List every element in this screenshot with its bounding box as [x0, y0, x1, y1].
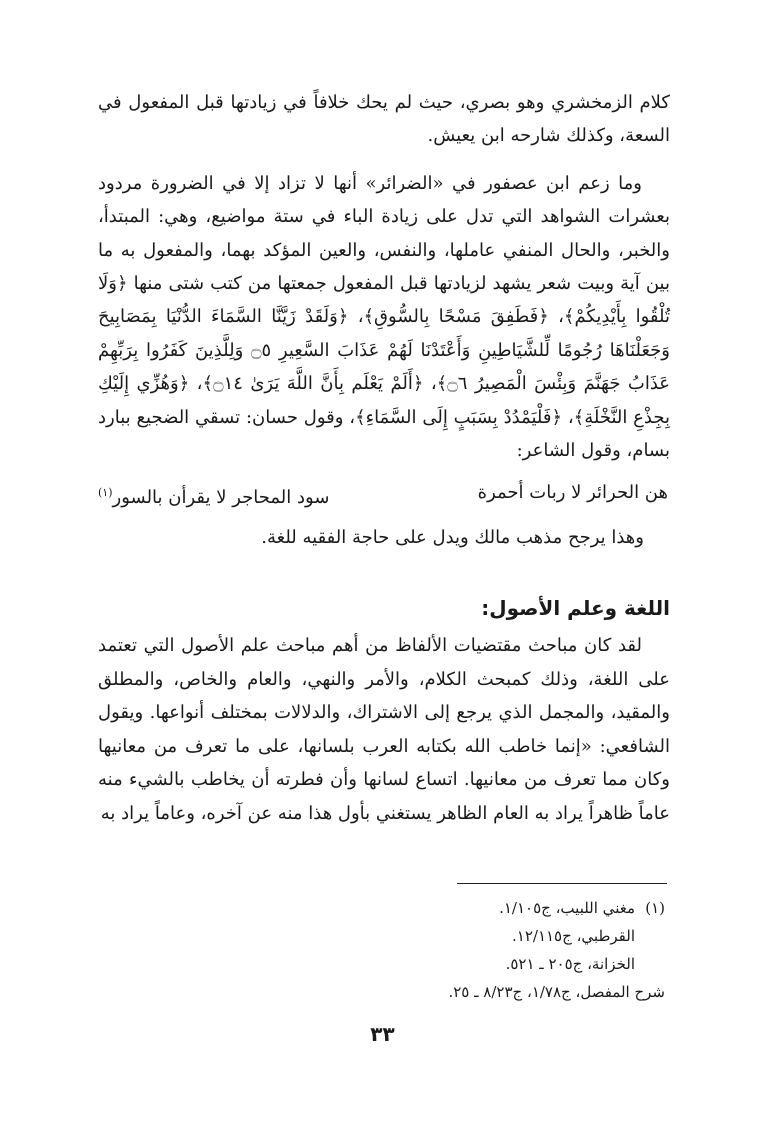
footnote-marker: (١) [98, 486, 113, 500]
footnote-line-2: القرطبي، ج١٢/١١٥. [512, 927, 635, 945]
conclusion-line: وهذا يرجح مذهب مالك ويدل على حاجة الفقيه للغة. [261, 527, 644, 549]
poem-second-hemistich: سود المحاجر لا يقرأن بالسور [112, 487, 330, 509]
section-heading: اللغة وعلم الأصول: [481, 596, 670, 621]
footnote-divider [457, 883, 667, 884]
footnote-line-4: شرح المفصل، ج١/٧٨، ج٨/٢٣ ـ ٢٥. [448, 983, 665, 1001]
page-number: ٣٣ [370, 1022, 395, 1046]
paragraph-3: لقد كان مباحث مقتضيات الألفاظ من أهم مباحث علم الأصول التي تعتمد على اللغة، وذلك كمبحث الكلام، والأمر والنهي، والعام والخاص، والمطلق والمقيد، والمجمل الذي يرجع إلى الاشتراك، والدلالات بمختلف أنواعها. ويقول الشافعي: «إنما خاطب الله بكتابه العرب بلسانها، على ما تعرف من معانيها وكان مما تعرف من معانيها. اتساع لسانها وأن فطرته أن يخاطب بالشيء منه عاماً ظاهراً يراد به العام الظاهر يستغني بأول هذا منه عن آخره، وعاماً يراد به [98, 635, 670, 824]
poem-first-hemistich: هن الحرائر لا ربات أحمرة [477, 482, 668, 504]
footnote-line-3: الخزانة، ج٢٠٥ ـ ٥٢١. [505, 955, 635, 973]
footnotes [265, 894, 665, 1006]
poem-second-hemistich-wrap [98, 475, 329, 516]
footnote-line-1: مغني اللبيب، ج١/١٠٥. [499, 899, 635, 917]
paragraph-2: وما زعم ابن عصفور في «الضرائر» أنها لا تزاد إلا في الضرورة مردود بعشرات الشواهد التي تدل على زيادة الباء في ستة مواضيع، وهي: المبتدأ، والخبر، والحال المنفي عاملها، والنفس، والعين المؤكد بهما، والمفعول به ما بين آية وبيت شعر يشهد لزيادتها قبل المفعول جمعتها من كتب شتى منها ﴿وَلَا تُلْقُوا بِأَيْدِيكُمْ﴾، ﴿فَطَفِقَ مَسْحًا بِالسُّوقِ﴾، ﴿وَلَقَدْ زَيَّنَّا السَّمَاءَ الدُّنْيَا بِمَصَابِيحَ وَجَعَلْنَاهَا رُجُومًا لِّلشَّيَاطِينِ وَأَعْتَدْنَا لَهُمْ عَذَابَ السَّعِيرِ ۝٥ وَلِلَّذِينَ كَفَرُوا بِرَبِّهِمْ عَذَابُ جَهَنَّمَ وَبِئْسَ الْمَصِيرُ ۝٦﴾، ﴿أَلَمْ يَعْلَم بِأَنَّ اللَّهَ يَرَىٰ ۝١٤﴾، ﴿وَهُزِّي إِلَيْكِ بِجِذْعِ النَّخْلَةِ﴾، ﴿فَلْيَمْدُدْ بِسَبَبٍ إِلَى السَّمَاءِ﴾، وقول حسان: تسقي الضجيع ببارد بسام، وقول الشاعر: [98, 172, 671, 462]
poem-verse [98, 475, 670, 511]
footnote-number: (١) [645, 899, 665, 917]
footnote-1 [265, 894, 665, 922]
page-body [98, 86, 670, 830]
paragraph-1: كلام الزمخشري وهو بصري، حيث لم يحك خلافاً في زيادتها قبل المفعول في السعة، وكذلك شارحه ابن يعيش. [98, 92, 670, 147]
